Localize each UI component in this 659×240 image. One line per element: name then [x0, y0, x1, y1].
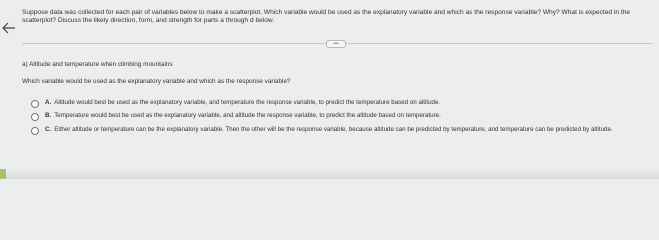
bottom-accent — [0, 169, 6, 179]
arrow-left-icon[interactable] — [2, 22, 16, 34]
option-letter: A. — [45, 99, 52, 106]
option-letter: B. — [45, 112, 52, 119]
radio-unchecked-icon[interactable] — [31, 113, 39, 121]
collapse-button[interactable]: ••• — [326, 40, 346, 48]
question-prompt: Suppose data was collected for each pair of variables below to make a scatterplot. Which variable would be used as the explanatory variable and which as the response variable? Why? What is expected in the scatterplot? Discuss the likely direction, form, and strength for parts a through d below. — [22, 9, 631, 25]
radio-unchecked-icon[interactable] — [31, 127, 39, 135]
part-a-label: a) Altitude and temperature when climbing mountains — [22, 61, 173, 68]
option-c[interactable] — [31, 126, 651, 135]
option-text: Either altitude or temperature can be the explanatory variable. Then the other will be the response variable, because altitude can be predicted by temperature, and temperature can be predicted by altitude. — [54, 126, 613, 133]
bottom-bar — [0, 169, 659, 179]
option-a[interactable] — [31, 99, 651, 108]
option-text: Temperature would best be used as the explanatory variable, and altitude the response variable, to predict the altitude based on temperature. — [54, 112, 441, 119]
option-letter: C. — [45, 126, 52, 133]
option-text: Altitude would best be used as the explanatory variable, and temperature the response variable, to predict the temperature based on altitude. — [54, 99, 441, 106]
sub-question: Which variable would be used as the explanatory variable and which as the response variable? — [22, 78, 291, 85]
option-b[interactable] — [31, 112, 651, 121]
radio-unchecked-icon[interactable] — [31, 100, 39, 108]
